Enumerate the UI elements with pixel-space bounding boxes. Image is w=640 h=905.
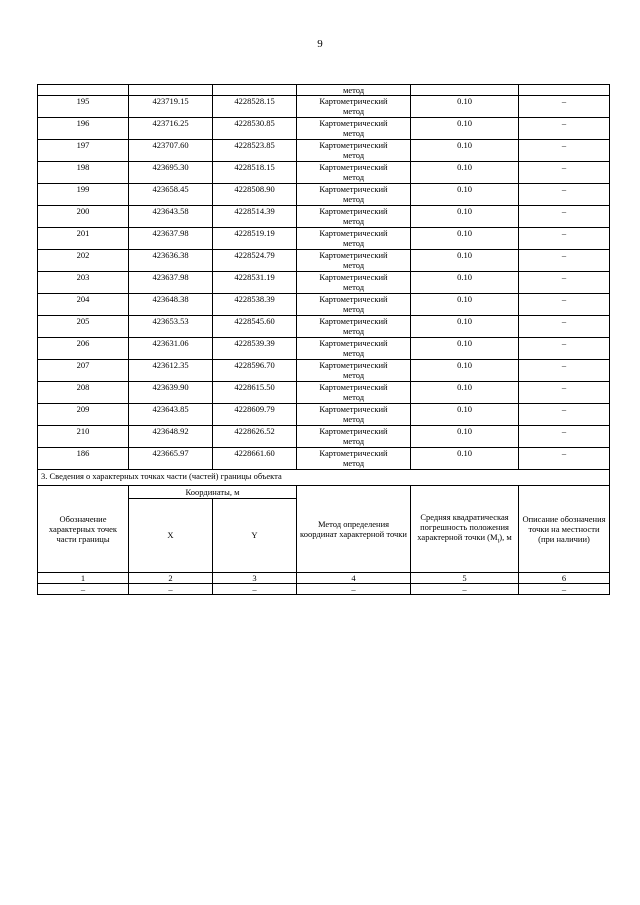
point-number: 204 — [38, 294, 129, 316]
method — [297, 118, 411, 140]
method-line1: Картометрический — [319, 228, 388, 238]
coord-x: 423637.98 — [129, 272, 213, 294]
accuracy: 0.10 — [411, 360, 519, 382]
method — [297, 360, 411, 382]
description: – — [519, 448, 610, 470]
table-row — [38, 404, 610, 426]
col-number: 1 — [38, 573, 129, 584]
method — [297, 184, 411, 206]
method-line1: Картометрический — [319, 426, 388, 436]
empty-cell: – — [411, 584, 519, 595]
description: – — [519, 316, 610, 338]
col-number: 5 — [411, 573, 519, 584]
coord-y: 4228524.79 — [213, 250, 297, 272]
method-line2: метод — [342, 172, 365, 182]
accuracy: 0.10 — [411, 404, 519, 426]
coord-y: 4228508.90 — [213, 184, 297, 206]
point-number: 202 — [38, 250, 129, 272]
method-line1: Картометрический — [319, 272, 388, 282]
description: – — [519, 294, 610, 316]
accuracy: 0.10 — [411, 382, 519, 404]
accuracy: 0.10 — [411, 338, 519, 360]
description: – — [519, 184, 610, 206]
accuracy: 0.10 — [411, 96, 519, 118]
coord-y: 4228615.50 — [213, 382, 297, 404]
method-line1: Картометрический — [319, 382, 388, 392]
point-number: 197 — [38, 140, 129, 162]
description: – — [519, 426, 610, 448]
description: – — [519, 338, 610, 360]
coord-y: 4228661.60 — [213, 448, 297, 470]
header-designation: Обозначение характерных точек части границы — [38, 486, 129, 573]
section3-title: 3. Сведения о характерных точках части (частей) границы объекта — [38, 470, 610, 486]
accuracy: 0.10 — [411, 250, 519, 272]
method-line2: метод — [342, 458, 365, 468]
description: – — [519, 206, 610, 228]
point-number: 201 — [38, 228, 129, 250]
table-row — [38, 96, 610, 118]
header-method: Метод определения координат характерной точки — [297, 486, 411, 573]
point-number: 210 — [38, 426, 129, 448]
accuracy: 0.10 — [411, 448, 519, 470]
coord-y: 4228539.39 — [213, 338, 297, 360]
boundary-points-table — [37, 84, 610, 595]
table-row — [38, 118, 610, 140]
method-line2: метод — [342, 282, 365, 292]
method-line1: Картометрический — [319, 206, 388, 216]
accuracy: 0.10 — [411, 426, 519, 448]
empty-cell: – — [213, 584, 297, 595]
coord-x: 423658.45 — [129, 184, 213, 206]
method-line2: метод — [342, 370, 365, 380]
col-number: 3 — [213, 573, 297, 584]
page-number: 9 — [317, 38, 323, 50]
coord-x: 423719.15 — [129, 96, 213, 118]
coord-y: 4228538.39 — [213, 294, 297, 316]
method-line1: Картометрический — [319, 162, 388, 172]
point-number: 205 — [38, 316, 129, 338]
method-line2: метод — [342, 106, 365, 116]
description: – — [519, 118, 610, 140]
method-line1: Картометрический — [319, 316, 388, 326]
method-line2: метод — [342, 326, 365, 336]
point-number: 200 — [38, 206, 129, 228]
accuracy: 0.10 — [411, 294, 519, 316]
coord-x: 423707.60 — [129, 140, 213, 162]
method — [297, 228, 411, 250]
method — [297, 404, 411, 426]
method-line2: метод — [342, 260, 365, 270]
coord-x: 423648.92 — [129, 426, 213, 448]
table-row — [38, 184, 610, 206]
method-line1: Картометрический — [319, 250, 388, 260]
method — [297, 250, 411, 272]
coord-y: 4228519.19 — [213, 228, 297, 250]
coord-y: 4228545.60 — [213, 316, 297, 338]
header-coordinates: Координаты, м — [129, 486, 297, 499]
table-row — [38, 162, 610, 184]
method-line1: Картометрический — [319, 140, 388, 150]
table-row — [38, 448, 610, 470]
empty-cell: – — [129, 584, 213, 595]
coord-x: 423637.98 — [129, 228, 213, 250]
method — [297, 382, 411, 404]
method-line1: Картометрический — [319, 294, 388, 304]
method-line1: Картометрический — [319, 338, 388, 348]
header-x: X — [129, 498, 213, 572]
method — [297, 294, 411, 316]
accuracy: 0.10 — [411, 206, 519, 228]
method-line2: метод — [342, 436, 365, 446]
description: – — [519, 382, 610, 404]
coord-y: 4228531.19 — [213, 272, 297, 294]
description: – — [519, 228, 610, 250]
method — [297, 96, 411, 118]
description: – — [519, 404, 610, 426]
coord-x: 423695.30 — [129, 162, 213, 184]
coord-y: 4228518.15 — [213, 162, 297, 184]
description: – — [519, 250, 610, 272]
coord-x: 423639.90 — [129, 382, 213, 404]
description: – — [519, 96, 610, 118]
coord-y: 4228596.70 — [213, 360, 297, 382]
point-number: 207 — [38, 360, 129, 382]
table-row — [38, 316, 610, 338]
coord-y: 4228514.39 — [213, 206, 297, 228]
method-line2: метод — [342, 348, 365, 358]
point-number: 199 — [38, 184, 129, 206]
coord-x: 423636.38 — [129, 250, 213, 272]
coord-x: 423716.25 — [129, 118, 213, 140]
method — [297, 206, 411, 228]
table-row — [38, 382, 610, 404]
coord-y: 4228626.52 — [213, 426, 297, 448]
accuracy: 0.10 — [411, 184, 519, 206]
point-number: 195 — [38, 96, 129, 118]
point-number: 208 — [38, 382, 129, 404]
coord-y: 4228530.85 — [213, 118, 297, 140]
coord-x: 423631.06 — [129, 338, 213, 360]
accuracy: 0.10 — [411, 140, 519, 162]
point-number: 196 — [38, 118, 129, 140]
description: – — [519, 162, 610, 184]
header-description: Описание обозначения точки на местности (при наличии) — [519, 486, 610, 573]
accuracy: 0.10 — [411, 316, 519, 338]
continuation-method: метод — [297, 85, 411, 96]
description: – — [519, 140, 610, 162]
coord-y: 4228609.79 — [213, 404, 297, 426]
point-number: 198 — [38, 162, 129, 184]
table-row — [38, 360, 610, 382]
coord-x: 423612.35 — [129, 360, 213, 382]
method-line2: метод — [342, 304, 365, 314]
empty-cell: – — [297, 584, 411, 595]
method — [297, 426, 411, 448]
coord-x: 423643.85 — [129, 404, 213, 426]
description: – — [519, 360, 610, 382]
col-number: 6 — [519, 573, 610, 584]
empty-data-row — [38, 584, 610, 595]
accuracy: 0.10 — [411, 162, 519, 184]
method-line2: метод — [342, 392, 365, 402]
point-number: 186 — [38, 448, 129, 470]
method — [297, 140, 411, 162]
table-row — [38, 272, 610, 294]
coord-x: 423653.53 — [129, 316, 213, 338]
coord-y: 4228523.85 — [213, 140, 297, 162]
method-line1: Картометрический — [319, 360, 388, 370]
method — [297, 338, 411, 360]
coord-x: 423643.58 — [129, 206, 213, 228]
accuracy: 0.10 — [411, 228, 519, 250]
section3-title-row — [38, 470, 610, 486]
table-row — [38, 294, 610, 316]
accuracy: 0.10 — [411, 272, 519, 294]
coord-x: 423648.38 — [129, 294, 213, 316]
method-line2: метод — [342, 414, 365, 424]
method-line2: метод — [342, 216, 365, 226]
empty-cell: – — [38, 584, 129, 595]
table-row — [38, 228, 610, 250]
coord-y: 4228528.15 — [213, 96, 297, 118]
method-line2: метод — [342, 238, 365, 248]
col-number: 4 — [297, 573, 411, 584]
section3-header-row-1 — [38, 486, 610, 499]
table-row — [38, 250, 610, 272]
method — [297, 316, 411, 338]
point-number: 203 — [38, 272, 129, 294]
table-row — [38, 140, 610, 162]
method-line1: Картометрический — [319, 448, 388, 458]
method-line2: метод — [342, 128, 365, 138]
table-row — [38, 206, 610, 228]
method-line1: Картометрический — [319, 118, 388, 128]
description: – — [519, 272, 610, 294]
col-number: 2 — [129, 573, 213, 584]
table-row — [38, 338, 610, 360]
method-line1: Картометрический — [319, 404, 388, 414]
header-y: Y — [213, 498, 297, 572]
accuracy: 0.10 — [411, 118, 519, 140]
method — [297, 272, 411, 294]
point-number: 206 — [38, 338, 129, 360]
point-number: 209 — [38, 404, 129, 426]
method-line2: метод — [342, 150, 365, 160]
method-line1: Картометрический — [319, 96, 388, 106]
method-line2: метод — [342, 194, 365, 204]
coord-x: 423665.97 — [129, 448, 213, 470]
method — [297, 448, 411, 470]
method-line1: Картометрический — [319, 184, 388, 194]
column-numbers-row — [38, 573, 610, 584]
header-accuracy: Средняя квадратическая погрешность положения характерной точки $(M_t)$, м — [411, 486, 519, 573]
continuation-row — [38, 85, 610, 96]
table-row — [38, 426, 610, 448]
empty-cell: – — [519, 584, 610, 595]
method — [297, 162, 411, 184]
